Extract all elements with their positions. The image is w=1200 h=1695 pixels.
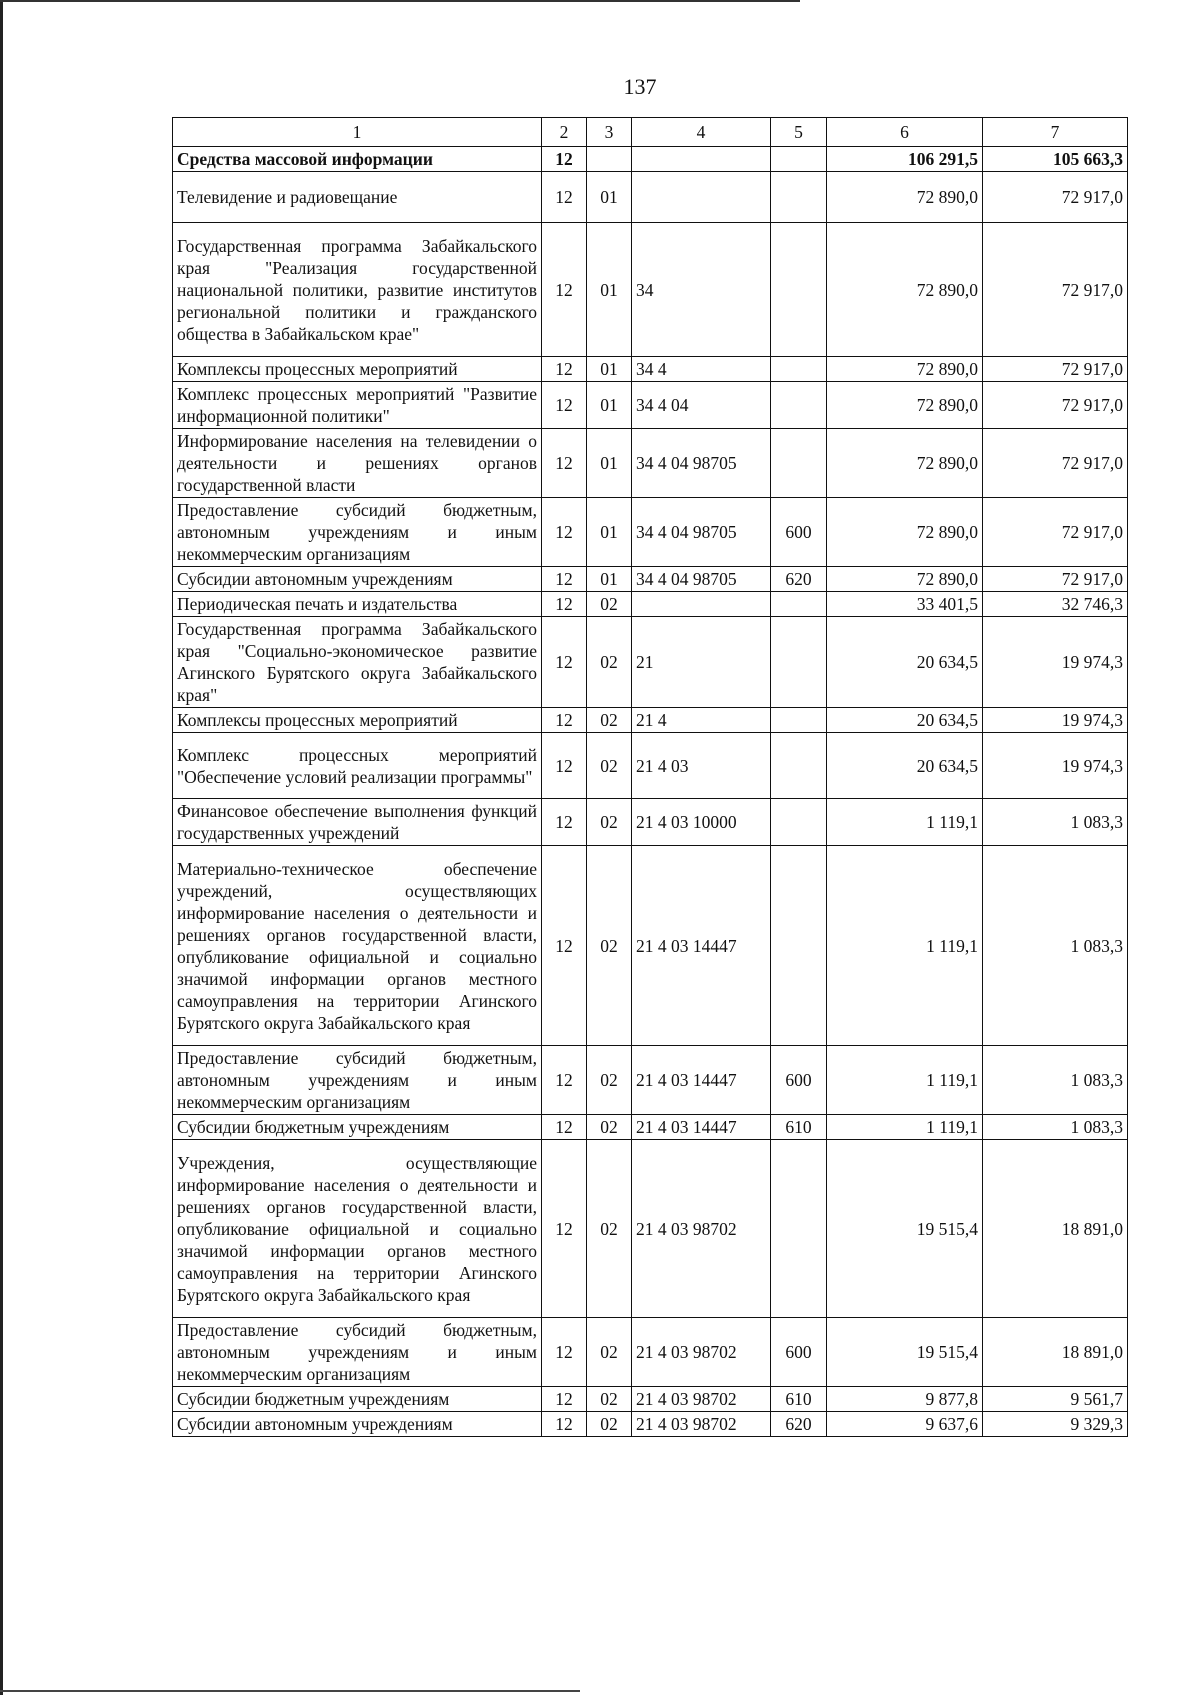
subsection-code: 02 [587, 1412, 632, 1437]
target-article-code: 34 4 [632, 357, 771, 382]
amount-column-6: 72 890,0 [827, 498, 983, 567]
target-article-code [632, 592, 771, 617]
section-code: 12 [542, 1046, 587, 1115]
column-number: 4 [632, 118, 771, 147]
expense-type-code [771, 799, 827, 846]
amount-column-7: 1 083,3 [983, 846, 1128, 1046]
row-name: Средства массовой информации [173, 147, 542, 172]
expense-type-code [771, 846, 827, 1046]
row-name: Учреждения, осуществляющие информирование населения о деятельности и решениях органов государственной власти, опубликование официальной и социально значимой информации органов местного самоуправления на территории Агинского Бурятского округа Забайкальского края [173, 1140, 542, 1318]
row-name: Комплексы процессных мероприятий [173, 357, 542, 382]
section-code: 12 [542, 1318, 587, 1387]
section-code: 12 [542, 1387, 587, 1412]
amount-column-7: 105 663,3 [983, 147, 1128, 172]
subsection-code: 01 [587, 382, 632, 429]
budget-table [172, 117, 1128, 1437]
target-article-code: 21 4 03 98702 [632, 1140, 771, 1318]
amount-column-6: 33 401,5 [827, 592, 983, 617]
scan-edge-left [0, 0, 3, 1695]
row-name: Предоставление субсидий бюджетным, автономным учреждениям и иным некоммерческим организациям [173, 1318, 542, 1387]
amount-column-7: 72 917,0 [983, 567, 1128, 592]
amount-column-7: 72 917,0 [983, 172, 1128, 223]
expense-type-code [771, 733, 827, 799]
target-article-code: 34 4 04 [632, 382, 771, 429]
amount-column-7: 9 329,3 [983, 1412, 1128, 1437]
amount-column-6: 72 890,0 [827, 172, 983, 223]
table-row [173, 1387, 1128, 1412]
column-number-row [173, 118, 1128, 147]
target-article-code: 34 4 04 98705 [632, 498, 771, 567]
expense-type-code: 600 [771, 498, 827, 567]
subsection-code [587, 147, 632, 172]
section-code: 12 [542, 429, 587, 498]
table-row [173, 733, 1128, 799]
table-row [173, 498, 1128, 567]
row-name: Предоставление субсидий бюджетным, автономным учреждениям и иным некоммерческим организациям [173, 1046, 542, 1115]
table-row [173, 382, 1128, 429]
section-code: 12 [542, 799, 587, 846]
subsection-code: 02 [587, 1387, 632, 1412]
column-number: 7 [983, 118, 1128, 147]
subsection-code: 02 [587, 799, 632, 846]
subsection-code: 02 [587, 1115, 632, 1140]
expense-type-code [771, 708, 827, 733]
expense-type-code: 620 [771, 1412, 827, 1437]
row-name: Субсидии автономным учреждениям [173, 1412, 542, 1437]
amount-column-7: 72 917,0 [983, 429, 1128, 498]
amount-column-7: 72 917,0 [983, 357, 1128, 382]
amount-column-7: 18 891,0 [983, 1140, 1128, 1318]
amount-column-7: 19 974,3 [983, 708, 1128, 733]
page-number: 137 [623, 74, 657, 99]
expense-type-code: 600 [771, 1046, 827, 1115]
row-name: Материально-техническое обеспечение учреждений, осуществляющих информирование населения о деятельности и решениях органов государственной власти, опубликование официальной и социально значимой информации органов местного самоуправления на территории Агинского Бурятского округа Забайкальского края [173, 846, 542, 1046]
subsection-code: 01 [587, 498, 632, 567]
subsection-code: 02 [587, 733, 632, 799]
subsection-code: 02 [587, 1046, 632, 1115]
table-row [173, 429, 1128, 498]
subsection-code: 02 [587, 846, 632, 1046]
amount-column-6: 1 119,1 [827, 1046, 983, 1115]
amount-column-7: 18 891,0 [983, 1318, 1128, 1387]
target-article-code: 21 4 [632, 708, 771, 733]
row-name: Периодическая печать и издательства [173, 592, 542, 617]
table-body [173, 118, 1128, 1437]
amount-column-6: 9 877,8 [827, 1387, 983, 1412]
amount-column-6: 20 634,5 [827, 708, 983, 733]
table-row [173, 567, 1128, 592]
amount-column-6: 20 634,5 [827, 733, 983, 799]
target-article-code: 21 4 03 14447 [632, 1115, 771, 1140]
subsection-code: 02 [587, 617, 632, 708]
section-code: 12 [542, 147, 587, 172]
table-row [173, 846, 1128, 1046]
row-name: Финансовое обеспечение выполнения функций государственных учреждений [173, 799, 542, 846]
subsection-code: 01 [587, 567, 632, 592]
section-code: 12 [542, 172, 587, 223]
table-row [173, 799, 1128, 846]
target-article-code: 21 4 03 10000 [632, 799, 771, 846]
section-code: 12 [542, 382, 587, 429]
section-code: 12 [542, 846, 587, 1046]
section-code: 12 [542, 357, 587, 382]
row-name: Комплексы процессных мероприятий [173, 708, 542, 733]
target-article-code [632, 147, 771, 172]
amount-column-6: 20 634,5 [827, 617, 983, 708]
expense-type-code [771, 429, 827, 498]
subsection-code: 01 [587, 429, 632, 498]
table-row [173, 1412, 1128, 1437]
column-number: 5 [771, 118, 827, 147]
amount-column-7: 72 917,0 [983, 498, 1128, 567]
expense-type-code [771, 382, 827, 429]
section-code: 12 [542, 1140, 587, 1318]
target-article-code: 21 4 03 [632, 733, 771, 799]
table-row [173, 1046, 1128, 1115]
expense-type-code [771, 1140, 827, 1318]
expense-type-code [771, 357, 827, 382]
amount-column-7: 72 917,0 [983, 223, 1128, 357]
table-row [173, 172, 1128, 223]
row-name: Комплекс процессных мероприятий "Обеспечение условий реализации программы" [173, 733, 542, 799]
target-article-code: 21 4 03 98702 [632, 1387, 771, 1412]
section-code: 12 [542, 223, 587, 357]
column-number: 6 [827, 118, 983, 147]
column-number: 3 [587, 118, 632, 147]
table-row [173, 592, 1128, 617]
table-row [173, 1140, 1128, 1318]
subsection-code: 02 [587, 708, 632, 733]
amount-column-7: 32 746,3 [983, 592, 1128, 617]
amount-column-6: 9 637,6 [827, 1412, 983, 1437]
table-row [173, 1115, 1128, 1140]
amount-column-7: 1 083,3 [983, 1046, 1128, 1115]
target-article-code: 34 4 04 98705 [632, 429, 771, 498]
amount-column-6: 72 890,0 [827, 429, 983, 498]
amount-column-6: 1 119,1 [827, 1115, 983, 1140]
subsection-code: 02 [587, 1318, 632, 1387]
expense-type-code: 610 [771, 1115, 827, 1140]
amount-column-6: 1 119,1 [827, 799, 983, 846]
amount-column-7: 1 083,3 [983, 1115, 1128, 1140]
column-number: 1 [173, 118, 542, 147]
column-number: 2 [542, 118, 587, 147]
target-article-code [632, 172, 771, 223]
scan-edge-top [0, 0, 800, 2]
table-row [173, 617, 1128, 708]
amount-column-6: 19 515,4 [827, 1318, 983, 1387]
row-name: Комплекс процессных мероприятий "Развитие информационной политики" [173, 382, 542, 429]
row-name: Государственная программа Забайкальского края "Реализация государственной национальной политики, развитие институтов региональной политики и гражданского общества в Забайкальском крае" [173, 223, 542, 357]
target-article-code: 34 4 04 98705 [632, 567, 771, 592]
section-code: 12 [542, 592, 587, 617]
subsection-code: 01 [587, 223, 632, 357]
amount-column-6: 19 515,4 [827, 1140, 983, 1318]
table-row [173, 1318, 1128, 1387]
amount-column-6: 72 890,0 [827, 223, 983, 357]
expense-type-code [771, 147, 827, 172]
expense-type-code [771, 617, 827, 708]
table-row [173, 357, 1128, 382]
target-article-code: 21 4 03 98702 [632, 1412, 771, 1437]
section-code: 12 [542, 1412, 587, 1437]
expense-type-code [771, 172, 827, 223]
expense-type-code: 600 [771, 1318, 827, 1387]
row-name: Субсидии бюджетным учреждениям [173, 1115, 542, 1140]
target-article-code: 21 4 03 14447 [632, 1046, 771, 1115]
section-code: 12 [542, 567, 587, 592]
subsection-code: 01 [587, 172, 632, 223]
amount-column-6: 72 890,0 [827, 382, 983, 429]
row-name: Телевидение и радиовещание [173, 172, 542, 223]
expense-type-code [771, 592, 827, 617]
amount-column-6: 106 291,5 [827, 147, 983, 172]
amount-column-7: 1 083,3 [983, 799, 1128, 846]
amount-column-6: 1 119,1 [827, 846, 983, 1046]
row-name: Субсидии автономным учреждениям [173, 567, 542, 592]
subsection-code: 01 [587, 357, 632, 382]
table-row [173, 223, 1128, 357]
target-article-code: 21 [632, 617, 771, 708]
amount-column-7: 19 974,3 [983, 733, 1128, 799]
section-code: 12 [542, 1115, 587, 1140]
section-code: 12 [542, 733, 587, 799]
expense-type-code: 620 [771, 567, 827, 592]
target-article-code: 34 [632, 223, 771, 357]
target-article-code: 21 4 03 14447 [632, 846, 771, 1046]
amount-column-6: 72 890,0 [827, 357, 983, 382]
row-name: Субсидии бюджетным учреждениям [173, 1387, 542, 1412]
expense-type-code: 610 [771, 1387, 827, 1412]
section-code: 12 [542, 617, 587, 708]
table-row [173, 708, 1128, 733]
subsection-code: 02 [587, 592, 632, 617]
section-code: 12 [542, 708, 587, 733]
amount-column-6: 72 890,0 [827, 567, 983, 592]
row-name: Государственная программа Забайкальского края "Социально-экономическое развитие Агинского Бурятского округа Забайкальского края" [173, 617, 542, 708]
subsection-code: 02 [587, 1140, 632, 1318]
target-article-code: 21 4 03 98702 [632, 1318, 771, 1387]
table-row [173, 147, 1128, 172]
row-name: Предоставление субсидий бюджетным, автономным учреждениям и иным некоммерческим организациям [173, 498, 542, 567]
scan-edge-bottom [0, 1690, 580, 1692]
amount-column-7: 19 974,3 [983, 617, 1128, 708]
section-code: 12 [542, 498, 587, 567]
row-name: Информирование населения на телевидении о деятельности и решениях органов государственной власти [173, 429, 542, 498]
amount-column-7: 9 561,7 [983, 1387, 1128, 1412]
expense-type-code [771, 223, 827, 357]
amount-column-7: 72 917,0 [983, 382, 1128, 429]
